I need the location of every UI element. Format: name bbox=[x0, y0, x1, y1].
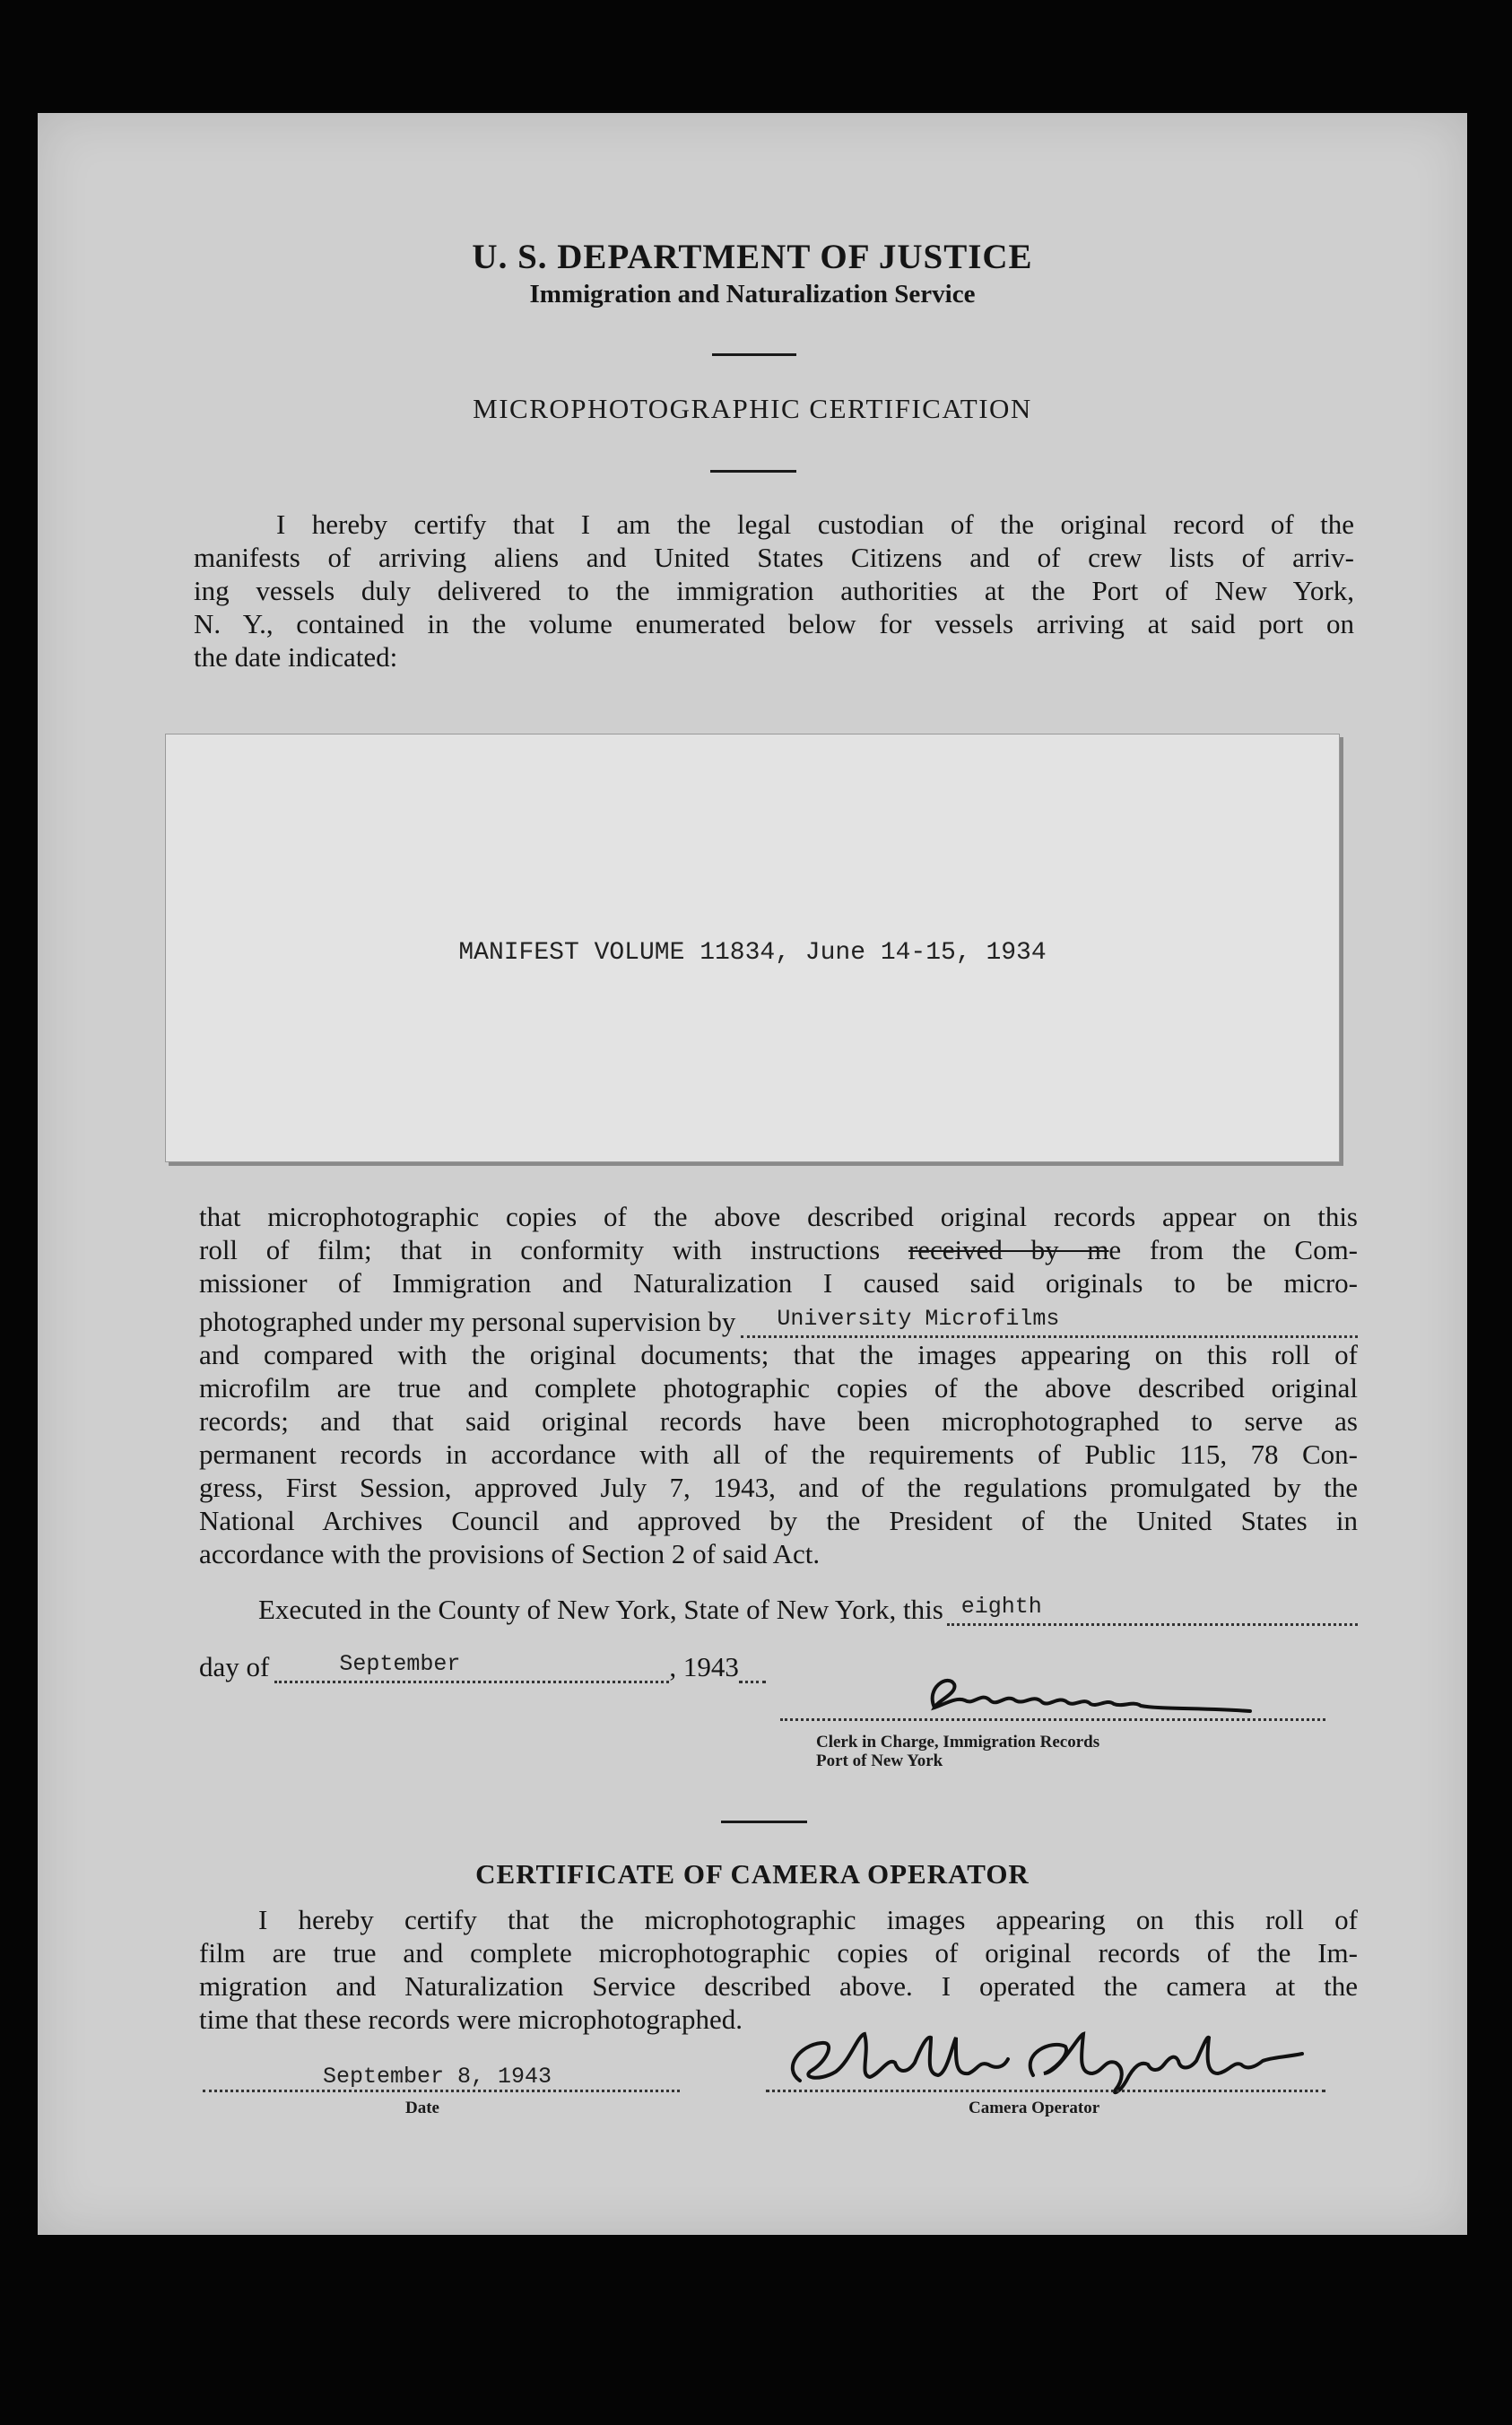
body-line: accordance with the provisions of Section 2 of said Act. bbox=[199, 1538, 821, 1569]
intro-line: manifests of arriving aliens and United States Citizens and of crew lists of arriv- bbox=[194, 542, 1354, 573]
intro-line: the date indicated: bbox=[194, 641, 398, 673]
title-divider bbox=[710, 470, 796, 473]
body-line: permanent records in accordance with all of the requirements of Public 115, 78 Con- bbox=[199, 1438, 1358, 1470]
department-heading: U. S. DEPARTMENT OF JUSTICE bbox=[472, 238, 1033, 276]
camera-line: film are true and complete microphotographic copies of original records of the Im- bbox=[199, 1937, 1358, 1969]
clerk-title: Clerk in Charge, Immigration Records Port of New York bbox=[816, 1733, 1100, 1770]
intro-line: I hereby certify that I am the legal custodian of the original record of the bbox=[276, 508, 1354, 540]
clerk-signature bbox=[899, 1661, 1329, 1724]
form-title: MICROPHOTOGRAPHIC CERTIFICATION bbox=[473, 393, 1032, 424]
body-line: microfilm are true and complete photographic copies of the above described original bbox=[199, 1372, 1358, 1404]
intro-line: ing vessels duly delivered to the immigration authorities at the Port of New York, bbox=[194, 575, 1354, 606]
body-line: missioner of Immigration and Naturalization I caused said originals to be micro- bbox=[199, 1267, 1358, 1299]
month-value: September bbox=[339, 1651, 461, 1677]
body-line: roll of film; that in conformity with instructions received by me from the Com- bbox=[199, 1234, 1358, 1265]
certification-paragraph bbox=[199, 1200, 1358, 1570]
body-line: that microphotographic copies of the above described original records appear on this bbox=[199, 1201, 1358, 1232]
date-label: Date bbox=[405, 2099, 439, 2117]
camera-line: time that these records were microphotographed. bbox=[199, 2003, 743, 2035]
date-value: September 8, 1943 bbox=[323, 2064, 552, 2090]
supervisor-field bbox=[741, 1305, 1358, 1338]
intro-paragraph bbox=[194, 508, 1354, 674]
struck-text: received by m bbox=[908, 1234, 1109, 1265]
header-divider bbox=[712, 353, 796, 356]
body-line: gress, First Session, approved July 7, 1943, and of the regulations promulgated by the bbox=[199, 1472, 1358, 1503]
camera-certificate-title: CERTIFICATE OF CAMERA OPERATOR bbox=[475, 1858, 1030, 1890]
month-field bbox=[274, 1650, 669, 1683]
supervisor-value: University Microfilms bbox=[777, 1306, 1060, 1332]
manifest-volume-label: MANIFEST VOLUME 11834, June 14-15, 1934 bbox=[458, 939, 1047, 967]
date-field bbox=[203, 2059, 680, 2092]
executed-line: Executed in the County of New York, State of New York, this eighth bbox=[258, 1593, 1358, 1626]
camera-operator-signature bbox=[764, 2018, 1320, 2099]
section-divider bbox=[721, 1821, 807, 1823]
camera-operator-label: Camera Operator bbox=[969, 2099, 1100, 2117]
body-line: records; and that said original records have been microphotographed to serve as bbox=[199, 1405, 1358, 1437]
year-dots bbox=[739, 1650, 766, 1683]
certificate-sheet bbox=[38, 113, 1467, 2235]
agency-subheading: Immigration and Naturalization Service bbox=[529, 280, 976, 309]
supervision-line: photographed under my personal supervision by University Microfilms bbox=[199, 1305, 1358, 1338]
camera-operator-signature-line bbox=[766, 2090, 1325, 2092]
body-line: and compared with the original documents; that the images appearing on this roll of bbox=[199, 1339, 1358, 1370]
camera-line: I hereby certify that the microphotographic images appearing on this roll of bbox=[258, 1904, 1358, 1935]
camera-line: migration and Naturalization Service described above. I operated the camera at the bbox=[199, 1970, 1358, 2002]
clerk-signature-line bbox=[780, 1718, 1325, 1721]
day-value: eighth bbox=[960, 1594, 1042, 1620]
manifest-insert bbox=[165, 734, 1340, 1162]
camera-paragraph bbox=[199, 1903, 1358, 2036]
day-field bbox=[947, 1593, 1358, 1626]
intro-line: N. Y., contained in the volume enumerated below for vessels arriving at said port on bbox=[194, 608, 1354, 639]
year-suffix: 3 bbox=[725, 1651, 739, 1682]
day-of-line: day of September , 194 3 bbox=[199, 1650, 766, 1683]
body-line: National Archives Council and approved by the President of the United States in bbox=[199, 1505, 1358, 1536]
